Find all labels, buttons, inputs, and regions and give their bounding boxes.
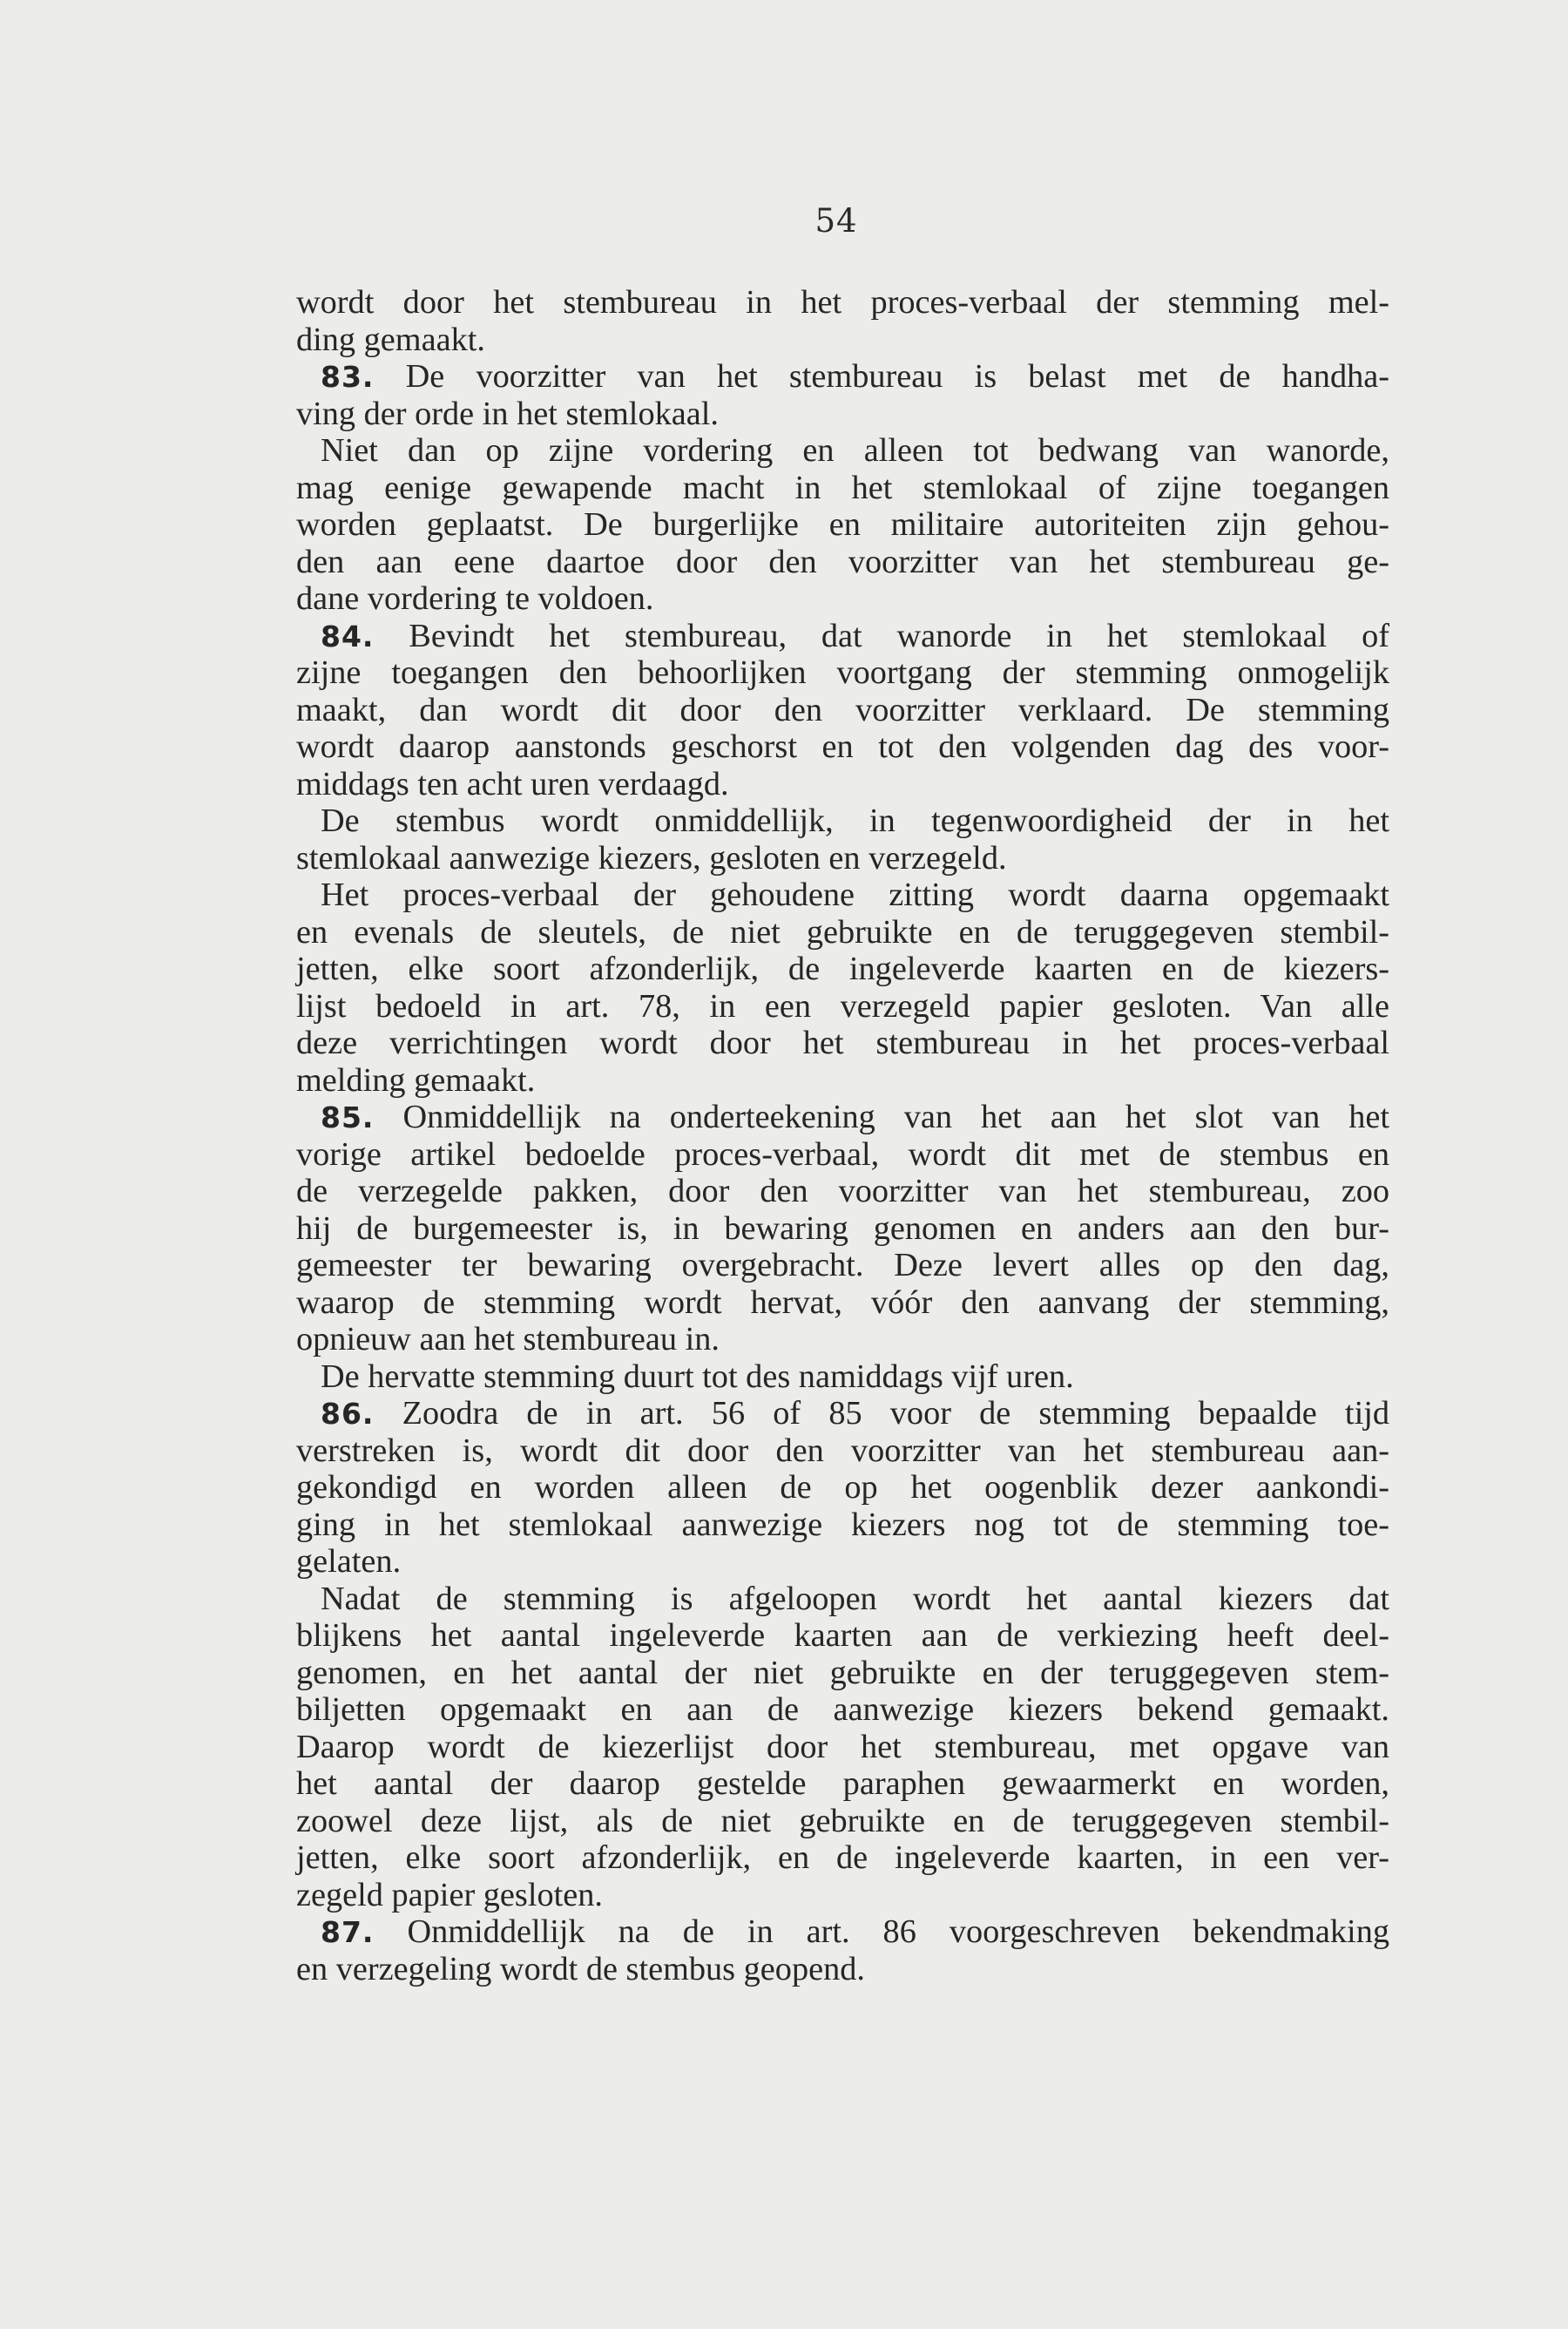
- line-text: dane vordering te voldoen.: [296, 580, 654, 617]
- text-line: [296, 506, 1389, 544]
- line-text: jetten, elke soort afzonderlijk, de ingeleverde kaarten en de kiezers-: [296, 951, 1389, 987]
- line-text: wordt daarop aanstonds geschorst en tot den volgenden dag des voor-: [296, 728, 1389, 765]
- text-line: [296, 1803, 1389, 1840]
- line-text: Daarop wordt de kiezerlijst door het stembureau, met opgave van: [296, 1728, 1389, 1765]
- text-line: [296, 470, 1389, 507]
- line-text: De voorzitter van het stembureau is belast met de handha-: [405, 358, 1389, 395]
- line-text: zijne toegangen den behoorlijken voortgang der stemming onmogelijk: [296, 654, 1389, 691]
- text-line: [296, 1025, 1389, 1062]
- line-text: den aan eene daartoe door den voorzitter van het stembureau ge-: [296, 543, 1389, 580]
- text-line: [296, 728, 1389, 766]
- text-line: [296, 1581, 1389, 1618]
- text-line: [296, 802, 1389, 840]
- line-text: zoowel deze lijst, als de niet gebruikte en de teruggegeven stembil-: [296, 1802, 1389, 1839]
- line-text: gekondigd en worden alleen de op het oogenblik dezer aankondi-: [296, 1469, 1389, 1506]
- line-text: ving der orde in het stemlokaal.: [296, 395, 719, 432]
- text-line: [296, 1469, 1389, 1506]
- line-text: Bevindt het stembureau, dat wanorde in het stemlokaal of: [409, 617, 1390, 654]
- text-line: [296, 1877, 1389, 1914]
- line-text: melding gemaakt.: [296, 1061, 536, 1099]
- line-text: hij de burgemeester is, in bewaring genomen en anders aan den bur-: [296, 1209, 1389, 1247]
- line-text: Het proces-verbaal der gehoudene zitting wordt daarna opgemaakt: [321, 877, 1389, 913]
- text-line: [296, 877, 1389, 914]
- line-text: de verzegelde pakken, door den voorzitter van het stembureau, zoo: [296, 1173, 1389, 1209]
- line-text: blijkens het aantal ingeleverde kaarten aan de verkiezing heeft deel-: [296, 1617, 1389, 1654]
- article-number: 83.: [321, 360, 375, 394]
- line-text: gemeester ter bewaring overgebracht. Deze levert alles op den dag,: [296, 1247, 1389, 1283]
- text-line: [296, 284, 1389, 322]
- line-text: gelaten.: [296, 1543, 402, 1580]
- article-number: 87.: [321, 1915, 375, 1949]
- article-first-line: [296, 358, 1389, 396]
- text-line: [296, 1506, 1389, 1544]
- line-text: deze verrichtingen wordt door het stembureau in het proces-verbaal: [296, 1025, 1389, 1061]
- text-line: [296, 1284, 1389, 1322]
- line-text: opnieuw aan het stembureau in.: [296, 1321, 720, 1357]
- text-line: [296, 432, 1389, 470]
- text-line: [296, 1321, 1389, 1358]
- text-line: [296, 1062, 1389, 1100]
- text-line: [296, 580, 1389, 618]
- text-line: [296, 1691, 1389, 1729]
- text-line: [296, 322, 1389, 359]
- body-text: [296, 284, 1389, 1987]
- text-line: [296, 988, 1389, 1026]
- text-line: [296, 544, 1389, 581]
- line-text: en verzegeling wordt de stembus geopend.: [296, 1950, 865, 1987]
- line-text: middags ten acht uren verdaagd.: [296, 765, 729, 802]
- line-text: lijst bedoeld in art. 78, in een verzegeld papier gesloten. Van alle: [296, 987, 1389, 1025]
- text-line: [296, 1729, 1389, 1766]
- line-text: De hervatte stemming duurt tot des namiddags vijf uren.: [321, 1357, 1074, 1395]
- text-line: [296, 1951, 1389, 1988]
- line-text: ding gemaakt.: [296, 321, 485, 358]
- text-line: [296, 1617, 1389, 1655]
- article-first-line: [296, 1913, 1389, 1951]
- line-text: waarop de stemming wordt hervat, vóór den aanvang der stemming,: [296, 1283, 1389, 1321]
- line-text: Nadat de stemming is afgeloopen wordt het aantal kiezers dat: [321, 1580, 1389, 1617]
- line-text: biljetten opgemaakt en aan de aanwezige kiezers bekend gemaakt.: [296, 1691, 1389, 1728]
- line-text: maakt, dan wordt dit door den voorzitter verklaard. De stemming: [296, 691, 1389, 728]
- text-line: [296, 1247, 1389, 1284]
- text-line: [296, 1358, 1389, 1396]
- article-first-line: [296, 1099, 1389, 1136]
- line-text: wordt door het stembureau in het proces-verbaal der stemming mel-: [296, 284, 1389, 321]
- line-text: jetten, elke soort afzonderlijk, en de ingeleverde kaarten, in een ver-: [296, 1839, 1389, 1876]
- text-line: [296, 1210, 1389, 1248]
- text-line: [296, 1173, 1389, 1210]
- line-text: en evenals de sleutels, de niet gebruikte en de teruggegeven stembil-: [296, 913, 1389, 951]
- text-line: [296, 840, 1389, 877]
- line-text: vorige artikel bedoelde proces-verbaal, wordt dit met de stembus en: [296, 1135, 1389, 1173]
- line-text: De stembus wordt onmiddellijk, in tegenwoordigheid der in het: [321, 802, 1389, 839]
- text-line: [296, 692, 1389, 729]
- text-line: [296, 914, 1389, 951]
- text-line: [296, 1655, 1389, 1692]
- line-text: Zoodra de in art. 56 of 85 voor de stemming bepaalde tijd: [402, 1395, 1389, 1432]
- line-text: het aantal der daarop gestelde paraphen gewaarmerkt en worden,: [296, 1765, 1389, 1802]
- line-text: worden geplaatst. De burgerlijke en militaire autoriteiten zijn gehou-: [296, 506, 1389, 543]
- text-line: [296, 396, 1389, 433]
- article-number: 85.: [321, 1100, 375, 1134]
- text-line: [296, 951, 1389, 988]
- text-line: [296, 1432, 1389, 1470]
- line-text: Onmiddellijk na de in art. 86 voorgeschreven bekendmaking: [407, 1913, 1389, 1950]
- text-line: [296, 1543, 1389, 1581]
- line-text: stemlokaal aanwezige kiezers, gesloten en verzegeld.: [296, 839, 1007, 877]
- article-first-line: [296, 618, 1389, 655]
- article-number: 84.: [321, 619, 375, 653]
- line-text: Niet dan op zijne vordering en alleen tot bedwang van wanorde,: [321, 432, 1389, 469]
- text-line: [296, 1765, 1389, 1803]
- line-text: ging in het stemlokaal aanwezige kiezers nog tot de stemming toe-: [296, 1506, 1389, 1543]
- text-line: [296, 1839, 1389, 1877]
- line-text: verstreken is, wordt dit door den voorzitter van het stembureau aan-: [296, 1432, 1389, 1469]
- page-number: 54: [814, 202, 858, 240]
- article-number: 86.: [321, 1397, 375, 1431]
- line-text: zegeld papier gesloten.: [296, 1876, 603, 1913]
- line-text: genomen, en het aantal der niet gebruikte en der teruggegeven stem-: [296, 1654, 1389, 1691]
- line-text: Onmiddellijk na onderteekening van het aan het slot van het: [402, 1099, 1389, 1135]
- article-first-line: [296, 1395, 1389, 1432]
- line-text: mag eenige gewapende macht in het stemlokaal of zijne toegangen: [296, 469, 1389, 506]
- text-line: [296, 766, 1389, 803]
- text-line: [296, 654, 1389, 692]
- text-line: [296, 1136, 1389, 1174]
